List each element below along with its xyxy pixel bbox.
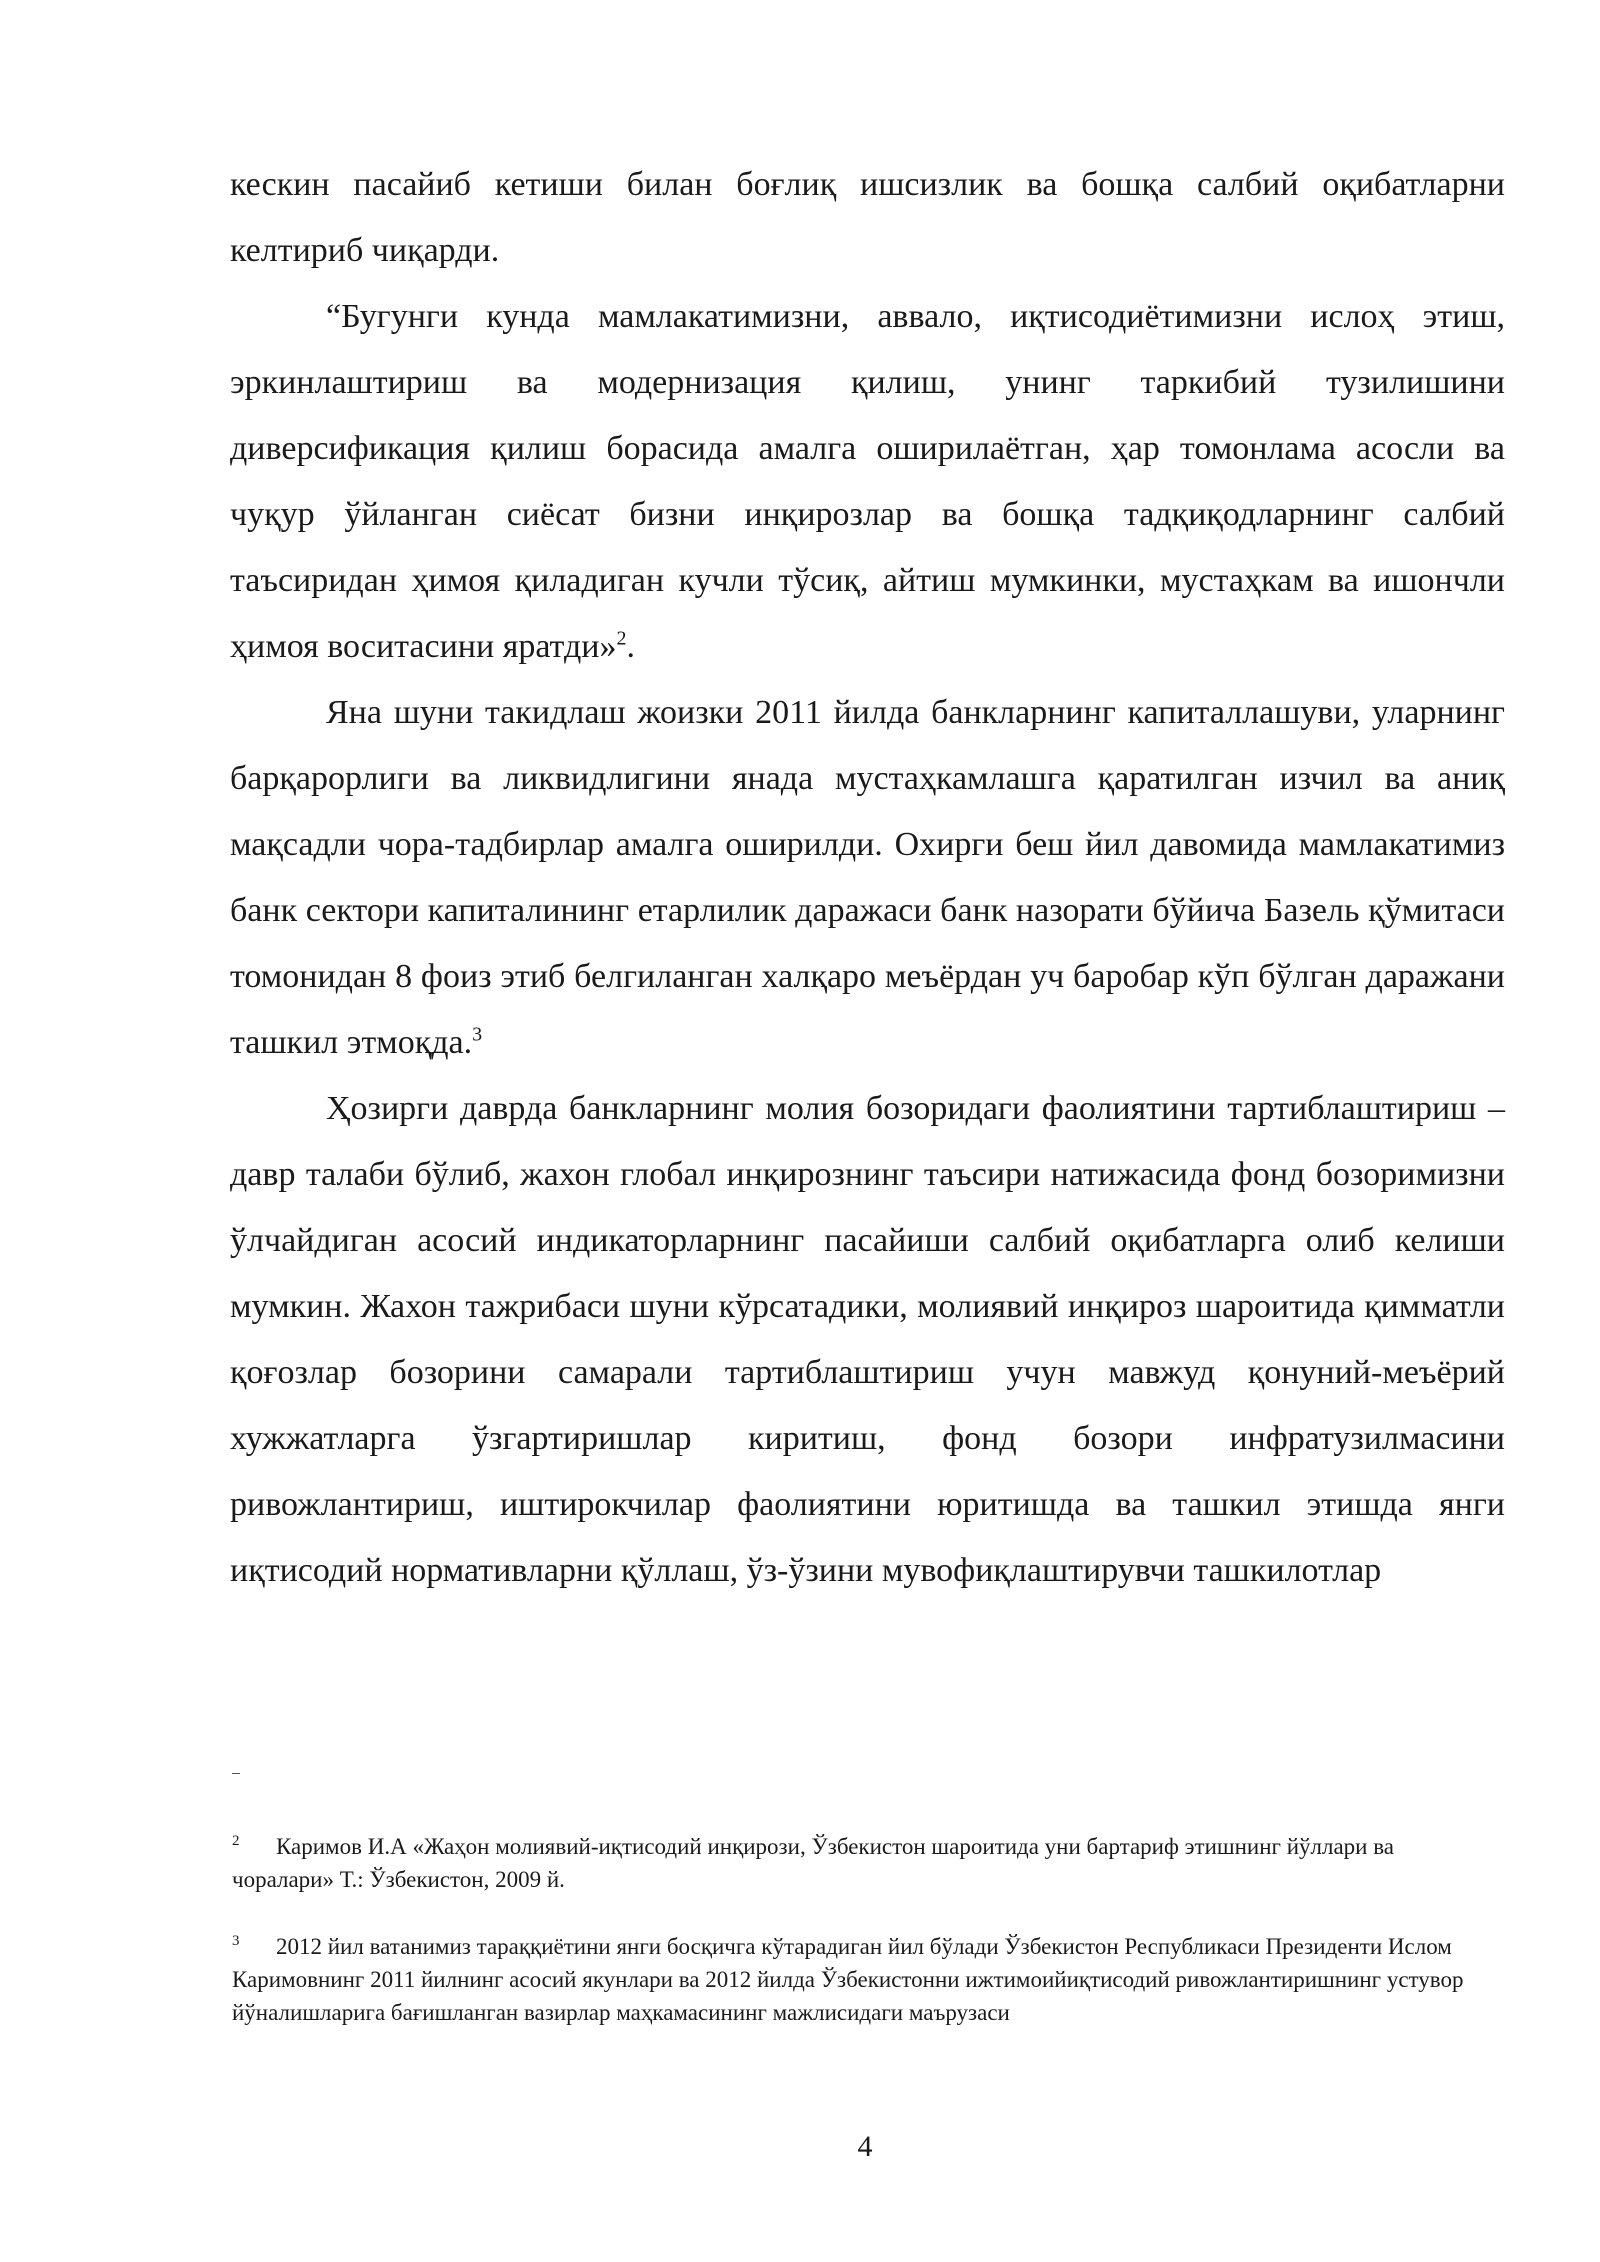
paragraph-4 — [230, 1076, 1505, 1604]
paragraph-1 — [230, 152, 1505, 284]
footnote-ref-2[interactable]: 2 — [616, 627, 627, 650]
paragraph-1-text: кескин пасайиб кетиши билан боғлиқ ишсизлик ва бошқа салбий оқибатларни келтириб чиқарди. — [230, 166, 1505, 269]
paragraph-3-text: Яна шуни такидлаш жоизки 2011 йилда банкларнинг капиталлашуви, уларнинг барқарорлиги ва ликвидлигини янада мустаҳкамлашга қаратилган изчил ва аниқ мақсадли чора-тадбирлар амалга оширилди. Охирги беш йил давомида мамлакатимиз банк сектори капиталининг етарлилик даражаси банк назорати бўйича Базель қўмитаси томонидан 8 фоиз этиб белгиланган халқаро меъёрдан уч баробар кўп бўлган даражани ташкил этмоқда. — [230, 694, 1505, 1061]
footnote-3: 3 2012 йил ватанимиз тараққиётини янги босқичга кўтарадиган йил бўлади Ўзбекистон Республикаси Президенти Ислом Каримовнинг 2011 йилнинг асосий якунлари ва 2012 йилда Ўзбекистонни ижтимоийиқтисодий ривожлантиришнинг устувор йўналишларига бағишланган вазирлар маҳкамасининг мажлисидаги маърузаси — [232, 1933, 1464, 2025]
body-text — [230, 152, 1505, 1604]
page-number: 4 — [857, 2130, 873, 2163]
footnote-2: 2 Каримов И.А «Жаҳон молиявий-иқтисодий инқирози, Ўзбекистон шароитида уни бартариф этишнинг йўллари ва чоралари» Т.: Ўзбекистон, 2009 й. — [232, 1833, 1394, 1892]
paragraph-2-end: . — [626, 628, 635, 665]
footnote-separator — [232, 1773, 240, 1774]
footnotes — [232, 1830, 1472, 2063]
paragraph-2-text: “Бугунги кунда мамлакатимизни, аввало, иқтисодиётимизни ислоҳ этиш, эркинлаштириш ва модернизация қилиш, унинг таркибий тузилишини диверсификация қилиш борасида амалга оширилаётган, ҳар томонлама асосли ва чуқур ўйланган сиёсат бизни инқирозлар ва бошқа тадқиқодларнинг салбий таъсиридан ҳимоя қиладиган кучли тўсиқ, айтиш мумкинки, мустаҳкам ва ишончли ҳимоя воситасини яратди» — [230, 298, 1505, 665]
footnote-ref-3[interactable]: 3 — [472, 1023, 483, 1046]
paragraph-3 — [230, 680, 1505, 1076]
footnote-text: 2012 йил ватанимиз тараққиётини янги босқичга кўтарадиган йил бўлади Ўзбекистон Республикаси Президенти Ислом Каримовнинг 2011 йилнинг асосий якунлари ва 2012 йилда Ўзбекистонни ижтимоийиқтисодий ривожлантиришнинг устувор йўналишларига бағишланган вазирлар маҳкамасининг мажлисидаги маърузаси — [232, 1934, 1464, 2025]
footnote-text: Каримов И.А «Жаҳон молиявий-иқтисодий инқирози, Ўзбекистон шароитида уни бартариф этишнинг йўллари ва чоралари» Т.: Ўзбекистон, 2009 й. — [232, 1834, 1394, 1892]
paragraph-2 — [230, 284, 1505, 680]
paragraph-4-text: Ҳозирги даврда банкларнинг молия бозоридаги фаолиятини тартиблаштириш – давр талаби бўлиб, жахон глобал инқирознинг таъсири натижасида фонд бозоримизни ўлчайдиган асосий индикаторларнинг пасайиши салбий оқибатларга олиб келиши мумкин. Жахон тажрибаси шуни кўрсатадики, молиявий инқироз шароитида қимматли қоғозлар бозорини самарали тартиблаштириш учун мавжуд қонуний-меъёрий хужжатларга ўзгартиришлар киритиш, фонд бозори инфратузилмасини ривожлантириш, иштирокчилар фаолиятини юритишда ва ташкил этишда янги иқтисодий нормативларни қўллаш, ўз-ўзини мувофиқлаштирувчи ташкилотлар — [230, 1090, 1505, 1589]
